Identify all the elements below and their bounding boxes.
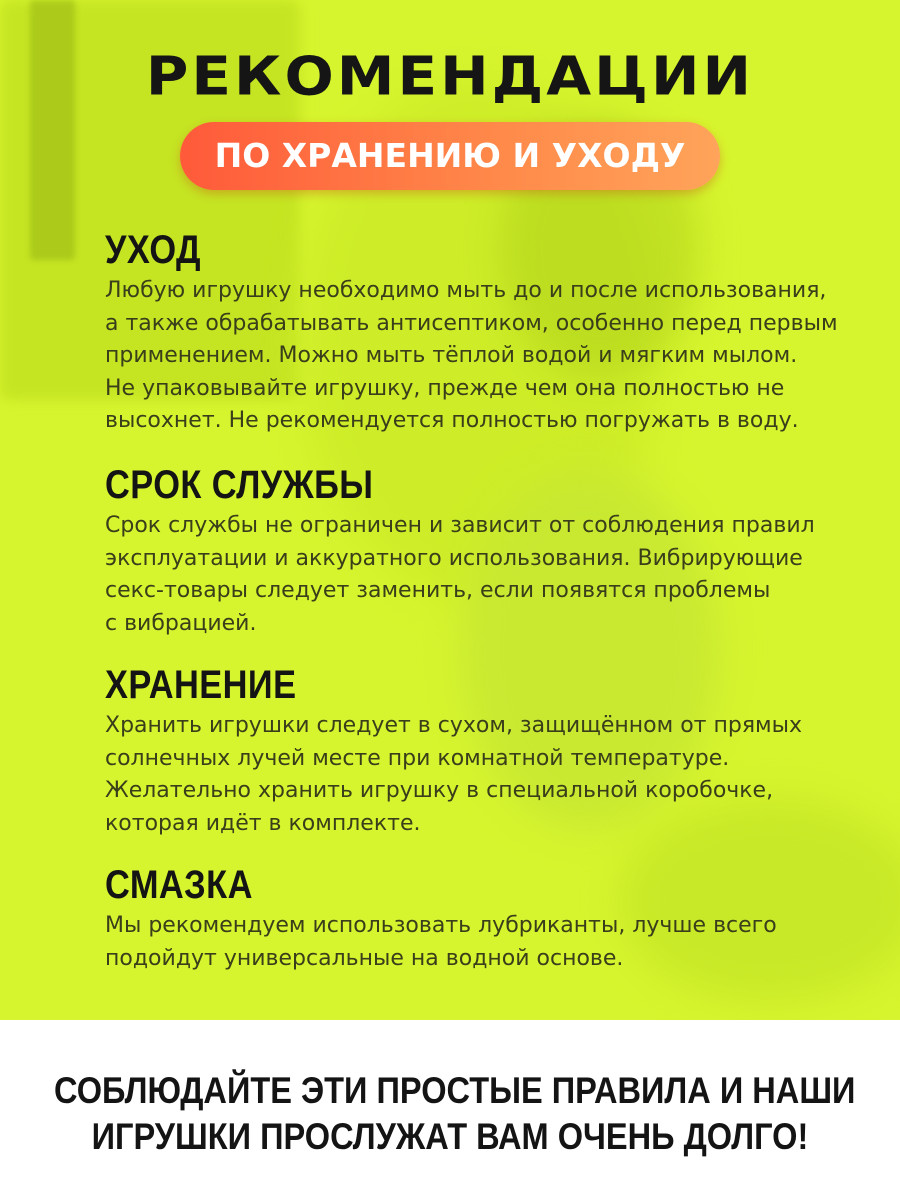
- section-body: [105, 275, 845, 438]
- body-line: применением. Можно мыть тёплой водой и мягким мылом.: [105, 343, 798, 368]
- body-line: Не упаковывайте игрушку, прежде чем она полностью не: [105, 375, 785, 401]
- subtitle-badge: ПО ХРАНЕНИЮ И УХОДУ: [180, 122, 720, 190]
- background-photo-frame: [30, 0, 75, 260]
- footer-banner: [0, 1020, 900, 1200]
- body-line: высохнет. Не рекомендуется полностью погружать в воду.: [105, 408, 799, 433]
- section-title: ХРАНЕНИЕ: [105, 663, 297, 707]
- footer-line: СОБЛЮДАЙТЕ ЭТИ ПРОСТЫЕ ПРАВИЛА И НАШИ: [54, 1070, 856, 1111]
- section-body: [105, 910, 845, 975]
- body-line: подойдут универсальные на водной основе.: [105, 945, 624, 971]
- section-lubricant: [105, 860, 845, 975]
- section-care: [105, 225, 845, 438]
- body-line: которая идёт в комплекте.: [105, 810, 421, 836]
- footer-message: [0, 1068, 900, 1160]
- section-service-life: [105, 460, 845, 640]
- section-title: СМАЗКА: [105, 863, 253, 907]
- body-line: Мы рекомендуем использовать лубриканты, лучше всего: [105, 913, 777, 938]
- body-line: солнечных лучей месте при комнатной температуре.: [105, 745, 730, 771]
- body-line: с вибрацией.: [105, 610, 257, 636]
- body-line: Любую игрушку необходимо мыть до и после использования,: [105, 278, 827, 303]
- body-line: секс-товары следует заменить, если появятся проблемы: [105, 578, 771, 603]
- body-line: Срок службы не ограничен и зависит от соблюдения правил: [105, 513, 815, 538]
- section-storage: [105, 660, 845, 840]
- body-line: Желательно хранить игрушку в специальной коробочке,: [105, 778, 774, 803]
- section-body: [105, 510, 845, 640]
- body-line: Хранить игрушки следует в сухом, защищённом от прямых: [105, 713, 803, 738]
- section-body: [105, 710, 845, 840]
- section-title: СРОК СЛУЖБЫ: [105, 463, 374, 507]
- section-title: УХОД: [105, 228, 201, 272]
- body-line: а также обрабатывать антисептиком, особенно перед первым: [105, 310, 838, 336]
- page-title: РЕКОМЕНДАЦИИ: [145, 44, 755, 108]
- body-line: эксплуатации и аккуратного использования. Вибрирующие: [105, 545, 803, 571]
- footer-line: ИГРУШКИ ПРОСЛУЖАТ ВАМ ОЧЕНЬ ДОЛГО!: [91, 1116, 809, 1157]
